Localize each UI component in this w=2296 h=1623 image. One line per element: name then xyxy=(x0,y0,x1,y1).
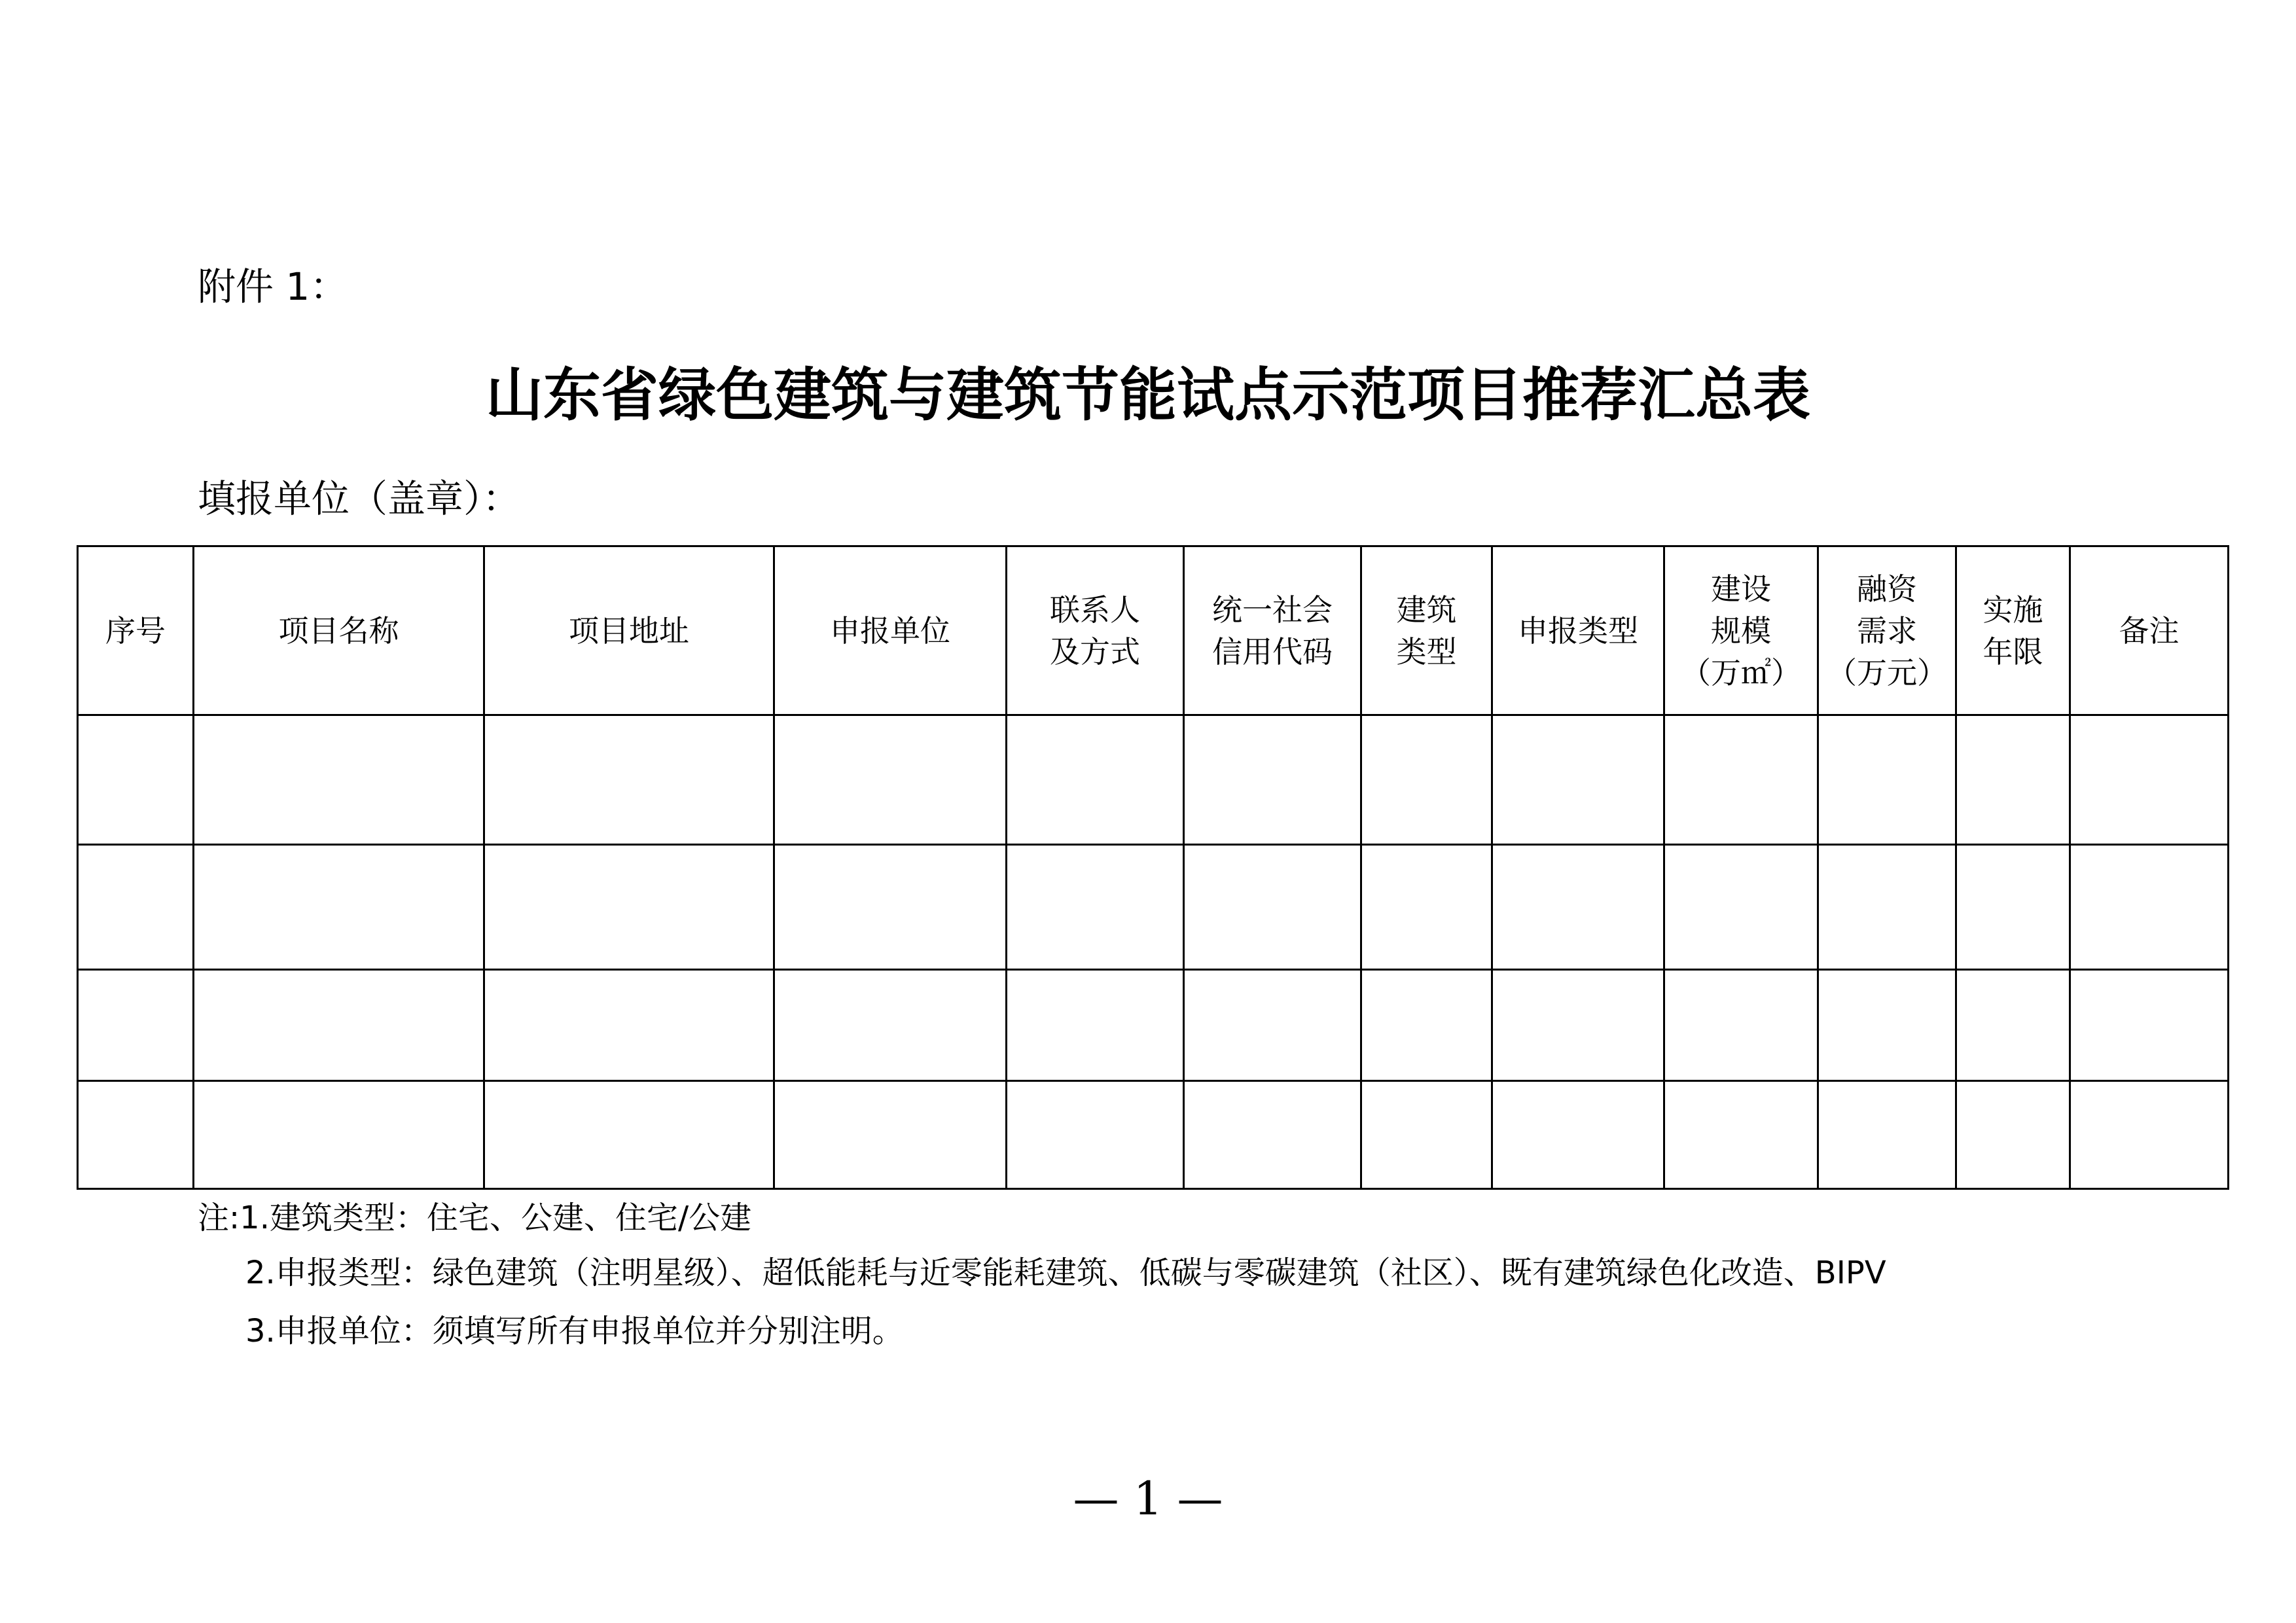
table-cell[interactable] xyxy=(78,845,194,970)
header-application-type: 申报类型 xyxy=(1492,546,1664,715)
header-financing-demand: 融资 需求 （万元） xyxy=(1818,546,1956,715)
table-cell[interactable] xyxy=(1184,845,1361,970)
table-cell[interactable] xyxy=(1492,970,1664,1081)
table-cell[interactable] xyxy=(1956,715,2070,845)
table-cell[interactable] xyxy=(194,715,484,845)
table-cell[interactable] xyxy=(1664,845,1818,970)
table-cell[interactable] xyxy=(484,715,774,845)
table-cell[interactable] xyxy=(1818,715,1956,845)
table-cell[interactable] xyxy=(194,970,484,1081)
table-cell[interactable] xyxy=(1184,715,1361,845)
table-cell[interactable] xyxy=(774,715,1007,845)
table-cell[interactable] xyxy=(1818,845,1956,970)
table-cell[interactable] xyxy=(1818,1081,1956,1189)
note-building-type: 注:1.建筑类型：住宅、公建、住宅/公建 xyxy=(198,1200,752,1236)
header-implementation-period: 实施 年限 xyxy=(1956,546,2070,715)
table-cell[interactable] xyxy=(2070,845,2229,970)
reporting-unit-label: 填报单位（盖章）： xyxy=(198,476,521,521)
note-applicant-unit: 3.申报单位：须填写所有申报单位并分别注明。 xyxy=(245,1313,904,1349)
table-cell[interactable] xyxy=(1361,845,1492,970)
table-cell[interactable] xyxy=(1184,1081,1361,1189)
table-row xyxy=(78,970,2229,1081)
table-cell[interactable] xyxy=(194,845,484,970)
table-cell[interactable] xyxy=(1361,970,1492,1081)
table-cell[interactable] xyxy=(194,1081,484,1189)
table-cell[interactable] xyxy=(1956,845,2070,970)
table-cell[interactable] xyxy=(78,715,194,845)
page-title: 山东省绿色建筑与建筑节能试点示范项目推荐汇总表 xyxy=(485,361,1810,429)
table-cell[interactable] xyxy=(1664,970,1818,1081)
table-cell[interactable] xyxy=(1956,970,2070,1081)
table-cell[interactable] xyxy=(774,970,1007,1081)
page-number: — 1 — xyxy=(1073,1472,1223,1525)
attachment-label: 附件 1： xyxy=(198,264,348,309)
header-credit-code: 统一社会 信用代码 xyxy=(1184,546,1361,715)
table-cell[interactable] xyxy=(78,1081,194,1189)
table-cell[interactable] xyxy=(484,970,774,1081)
header-project-name: 项目名称 xyxy=(194,546,484,715)
table-header-row xyxy=(78,546,2229,715)
table-cell[interactable] xyxy=(1956,1081,2070,1189)
table-cell[interactable] xyxy=(1818,970,1956,1081)
header-serial-number: 序号 xyxy=(78,546,194,715)
table-row xyxy=(78,715,2229,845)
table-cell[interactable] xyxy=(484,845,774,970)
header-building-type: 建筑 类型 xyxy=(1361,546,1492,715)
table-cell[interactable] xyxy=(78,970,194,1081)
table-cell[interactable] xyxy=(2070,1081,2229,1189)
table-cell[interactable] xyxy=(1007,1081,1184,1189)
table-cell[interactable] xyxy=(1361,715,1492,845)
table-row xyxy=(78,845,2229,970)
table-cell[interactable] xyxy=(484,1081,774,1189)
table-cell[interactable] xyxy=(1664,715,1818,845)
table-cell[interactable] xyxy=(774,1081,1007,1189)
table-cell[interactable] xyxy=(774,845,1007,970)
table-cell[interactable] xyxy=(1492,715,1664,845)
table-cell[interactable] xyxy=(1007,845,1184,970)
table-cell[interactable] xyxy=(1184,970,1361,1081)
header-contact: 联系人 及方式 xyxy=(1007,546,1184,715)
table-cell[interactable] xyxy=(2070,715,2229,845)
header-remarks: 备注 xyxy=(2070,546,2229,715)
table-cell[interactable] xyxy=(2070,970,2229,1081)
header-construction-scale: 建设 规模 （万㎡） xyxy=(1664,546,1818,715)
table-cell[interactable] xyxy=(1007,970,1184,1081)
table-cell[interactable] xyxy=(1492,845,1664,970)
table-row xyxy=(78,1081,2229,1189)
note-application-type: 2.申报类型：绿色建筑（注明星级）、超低能耗与近零能耗建筑、低碳与零碳建筑（社区）、既有建筑绿色化改造、BIPV xyxy=(245,1255,1886,1291)
table-cell[interactable] xyxy=(1492,1081,1664,1189)
table-cell[interactable] xyxy=(1361,1081,1492,1189)
project-summary-table xyxy=(77,545,2229,1190)
header-applicant-unit: 申报单位 xyxy=(774,546,1007,715)
table-cell[interactable] xyxy=(1007,715,1184,845)
header-project-address: 项目地址 xyxy=(484,546,774,715)
table-cell[interactable] xyxy=(1664,1081,1818,1189)
